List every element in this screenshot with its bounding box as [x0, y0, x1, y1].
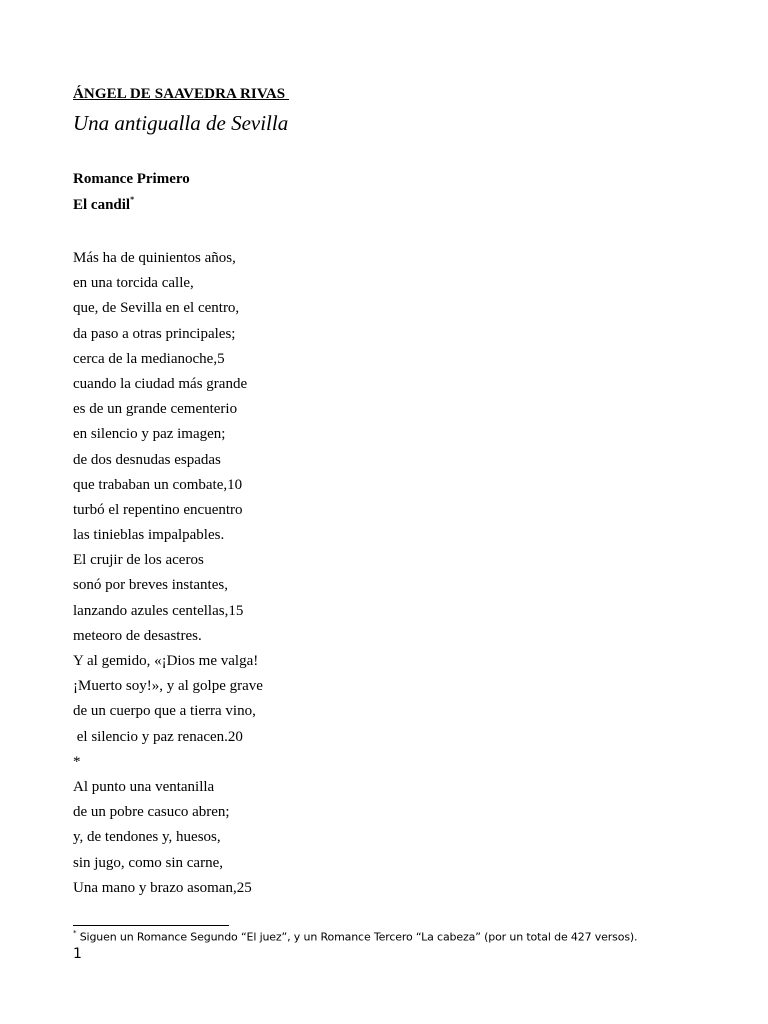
verse-line: sin jugo, como sin carne,: [73, 854, 223, 871]
verse-line: en una torcida calle,: [73, 275, 194, 292]
poem-title: Una antigualla de Sevilla: [73, 111, 289, 135]
footnote-text: Siguen un Romance Segundo “El juez”, y un Romance Tercero “La cabeza” (por un total de 427 versos).: [76, 930, 638, 944]
verse-line: de un pobre casuco abren;: [73, 804, 230, 821]
subtitle-text: El candil: [73, 197, 131, 213]
page-number: 1: [73, 946, 82, 962]
footnote-divider: [73, 925, 229, 926]
section-heading: Romance Primero: [73, 171, 190, 187]
verse-line: El crujir de los aceros: [73, 552, 204, 569]
verse-line: que trababan un combate,10: [73, 476, 243, 493]
footnote-marker: *: [73, 929, 77, 937]
verse-line: cuando la ciudad más grande: [73, 375, 248, 392]
stanza-separator: *: [73, 753, 81, 770]
verse-line: las tinieblas impalpables.: [73, 527, 225, 544]
verse-line: ¡Muerto soy!», y al golpe grave: [73, 678, 263, 695]
author-heading: ÁNGEL DE SAAVEDRA RIVAS: [73, 86, 290, 102]
verse-list: [73, 246, 263, 901]
verse-line: sonó por breves instantes,: [73, 577, 228, 594]
verse-line: cerca de la medianoche,5: [73, 350, 225, 367]
verse-line: y, de tendones y, huesos,: [73, 829, 221, 846]
verse-line: de un cuerpo que a tierra vino,: [73, 703, 256, 720]
footnote: [73, 930, 637, 944]
verse-line: en silencio y paz imagen;: [73, 426, 226, 443]
verse-line: de dos desnudas espadas: [73, 451, 221, 468]
section-subtitle: [73, 196, 134, 214]
verse-line: meteoro de desastres.: [73, 627, 202, 644]
verse-line: da paso a otras principales;: [73, 325, 236, 342]
verse-line: Más ha de quinientos años,: [73, 250, 236, 266]
verse-line: turbó el repentino encuentro: [73, 501, 243, 518]
verse-line: Al punto una ventanilla: [73, 778, 215, 795]
footnote-reference: *: [130, 195, 135, 204]
verse-line: Y al gemido, «¡Dios me valga!: [73, 653, 259, 669]
verse-line: es de un grande cementerio: [73, 401, 238, 418]
verse-line: el silencio y paz renacen.20: [73, 728, 243, 745]
verse-line: lanzando azules centellas,15: [73, 602, 244, 619]
verse-line: Una mano y brazo asoman,25: [73, 879, 252, 896]
verse-line: que, de Sevilla en el centro,: [73, 300, 240, 317]
